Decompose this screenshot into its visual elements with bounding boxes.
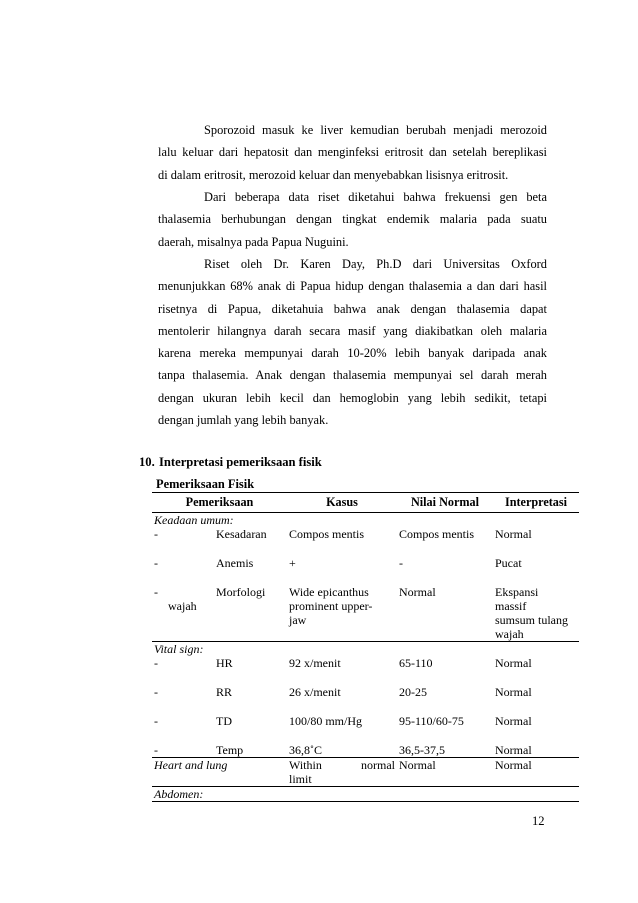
normal-cell: 36,5-37,5: [399, 743, 445, 757]
table-row: [152, 585, 579, 642]
dash: -: [154, 743, 158, 757]
column-header: Interpretasi: [493, 493, 579, 513]
table-header-row: [152, 493, 579, 513]
exam-name: HR: [216, 656, 233, 670]
normal-cell: 20-25: [399, 685, 427, 699]
kasus-cell: +: [289, 556, 296, 570]
text-line: di dalam eritrosit, merozoid keluar dan menyebabkan lisisnya eritrosit.: [158, 167, 509, 182]
table-row: [152, 685, 579, 714]
interpretation-cell: Normal: [493, 758, 579, 787]
text-line: Sporozoid masuk ke liver kemudian berubah menjadi merozoid: [204, 123, 547, 137]
text-line: tanpa thalasemia. Anak dengan thalasemia mempunyai sel darah merah: [158, 368, 547, 383]
text-line: Dari beberapa data riset diketahui bahwa frekuensi gen beta: [204, 190, 547, 204]
physical-exam-table-container: [152, 477, 579, 802]
text-line: thalasemia berhubungan dengan tingkat endemik malaria pada suatu: [158, 212, 547, 227]
kasus-word: normal: [361, 758, 395, 772]
exam-cell: [152, 527, 287, 556]
dash: -: [154, 656, 158, 670]
text-line: Riset oleh Dr. Karen Day, Ph.D dari Universitas Oxford: [204, 257, 547, 271]
section-label: Keadaan umum:: [154, 513, 234, 527]
exam-name: RR: [216, 685, 233, 699]
exam-cell: [152, 743, 287, 758]
exam-cell: Heart and lung: [152, 758, 287, 787]
kasus-line: Wide epicanthus: [289, 585, 369, 599]
section-label: Abdomen:: [152, 787, 579, 802]
interpretation-line: sumsum tulang: [495, 613, 569, 627]
interpretation-cell: Normal: [495, 685, 532, 699]
interpretation-cell: Normal: [495, 743, 532, 757]
interpretation-line: wajah: [495, 627, 524, 641]
table-row: [152, 743, 579, 758]
kasus-line: prominent upper-: [289, 599, 373, 613]
interpretation-line: Ekspansi: [495, 585, 539, 599]
text-line: dengan jumlah yang lebih banyak.: [158, 413, 329, 428]
kasus-cell: 100/80 mm/Hg: [289, 714, 363, 728]
normal-cell: 65-110: [399, 656, 433, 670]
section-title: Interpretasi pemeriksaan fisik: [159, 455, 322, 469]
section-number: 10.: [139, 455, 155, 469]
text-line: mentolerir hilangnya darah secara masif yang diakibatkan oleh malaria: [158, 323, 547, 338]
table-row: [152, 656, 579, 685]
dash: -: [154, 685, 158, 699]
column-header: Pemeriksaan: [152, 493, 287, 513]
text-line: risetnya di Papua, diketahuia bahwa anak dengan thalasemia dapat: [158, 301, 547, 316]
text-line: karena mereka mempunyai darah 10-20% lebih banyak daripada anak: [158, 346, 547, 361]
normal-cell: 95-110/60-75: [399, 714, 464, 728]
text-line: menunjukkan 68% anak di Papua hidup dengan thalasemia a dan dari hasil: [158, 279, 547, 294]
paragraph-sporozoid: [158, 119, 547, 186]
text-line: daerah, misalnya pada Papua Nuguini.: [158, 234, 349, 249]
text-line: dengan ukuran lebih kecil dan hemoglobin yang lebih sedikit, tetapi: [158, 390, 547, 405]
dash: -: [154, 527, 158, 541]
table-row: [152, 556, 579, 585]
exam-cell: [152, 656, 287, 685]
kasus-cell: Compos mentis: [289, 527, 365, 541]
exam-name-continued: wajah: [168, 599, 197, 613]
exam-name: TD: [216, 714, 232, 728]
kasus-cell: 36,8˚C: [289, 743, 322, 757]
paragraph-frekuensi-gen: [158, 186, 547, 253]
exam-cell: [152, 585, 287, 642]
dash: -: [154, 714, 158, 728]
kasus-line: jaw: [289, 613, 307, 627]
kasus-line: limit: [289, 772, 312, 786]
physical-exam-table: [152, 492, 579, 802]
interpretation-cell: [493, 585, 579, 642]
table-row: [152, 714, 579, 743]
exam-name: Morfologi: [216, 585, 266, 599]
kasus-cell: [287, 758, 397, 787]
text-line: lalu keluar dari hepatosit dan menginfeksi eritrosit dan setelah bereplikasi: [158, 145, 547, 160]
normal-cell: Normal: [399, 585, 436, 599]
kasus-cell: 26 x/menit: [289, 685, 341, 699]
table-row: [152, 758, 579, 787]
page-number: 12: [532, 814, 545, 828]
section-heading: [139, 455, 322, 470]
interpretation-line: massif: [495, 599, 527, 613]
column-header: Kasus: [287, 493, 397, 513]
table-section-row: [152, 642, 579, 657]
table-row: [152, 527, 579, 556]
section-label: Vital sign:: [152, 642, 579, 657]
kasus-word: Within: [289, 758, 322, 772]
table-section-row: [152, 787, 579, 802]
dash: -: [154, 585, 158, 599]
dash: -: [154, 556, 158, 570]
normal-cell: -: [399, 556, 403, 570]
interpretation-cell: Normal: [495, 656, 532, 670]
exam-cell: [152, 714, 287, 743]
column-header: Nilai Normal: [397, 493, 493, 513]
interpretation-cell: Normal: [495, 714, 532, 728]
exam-cell: [152, 556, 287, 585]
exam-name: Anemis: [216, 556, 254, 570]
kasus-cell: 92 x/menit: [289, 656, 341, 670]
kasus-cell: [287, 585, 397, 642]
exam-name: Kesadaran: [216, 527, 267, 541]
normal-cell: Compos mentis: [399, 527, 475, 541]
exam-name: Temp: [216, 743, 244, 757]
table-caption: Pemeriksaan Fisik: [156, 477, 255, 491]
table-section-row: [152, 513, 579, 528]
interpretation-cell: Pucat: [495, 556, 522, 570]
paragraph-riset-karen-day: [158, 253, 547, 431]
normal-cell: Normal: [397, 758, 493, 787]
exam-cell: [152, 685, 287, 714]
interpretation-cell: Normal: [495, 527, 532, 541]
